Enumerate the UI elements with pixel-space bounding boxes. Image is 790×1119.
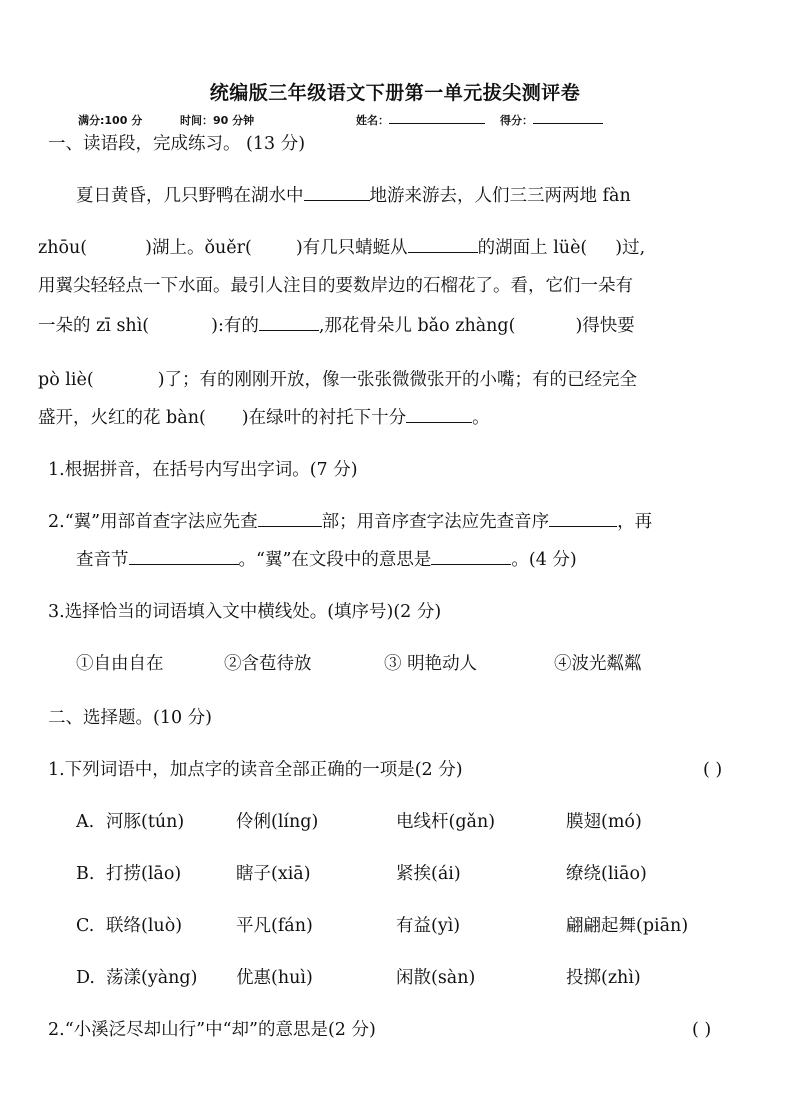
passage-text: 盛开，火红的花 bàn( — [38, 408, 206, 428]
option-1: ①自由自在 — [76, 654, 164, 674]
choice-b-item-4: 缭绕(liāo) — [566, 864, 647, 884]
passage-text: )在绿叶的衬托下十分 — [241, 408, 407, 428]
passage-text: 的湖面上 lüè( — [477, 238, 588, 258]
question-text: 2.“翼”用部首查字法应先查 — [48, 512, 258, 532]
blank-syllable[interactable] — [129, 548, 239, 565]
question-1-2-cont — [76, 548, 577, 572]
option-2: ②含苞待放 — [224, 654, 312, 674]
question-1-3: 3.选择恰当的词语填入文中横线处。(填序号)(2 分) — [48, 602, 442, 622]
passage-text: 夏日黄昏，几只野鸭在湖水中 — [76, 186, 304, 206]
choice-label-b[interactable]: B. — [76, 864, 95, 884]
choice-label-d[interactable]: D. — [76, 968, 95, 988]
question-2-1: 1.下列词语中，加点字的读音全部正确的一项是(2 分) — [48, 760, 463, 780]
blank-2[interactable] — [408, 236, 478, 253]
passage-line-5 — [38, 368, 637, 392]
answer-paren-2[interactable]: ( ) — [692, 1020, 712, 1040]
passage-text: ):有的 — [211, 316, 259, 336]
name-blank[interactable] — [389, 113, 485, 124]
choice-c-item-3: 有益(yì) — [396, 916, 461, 936]
choice-d-item-3: 闲散(sàn) — [396, 968, 476, 988]
choice-a-item-3: 电线杆(gǎn) — [396, 812, 496, 832]
passage-line-1 — [76, 184, 631, 208]
passage-text: 一朵的 zī shì( — [38, 316, 150, 336]
question-text: ，再 — [617, 512, 653, 532]
section1-heading: 一、读语段，完成练习。 (13 分) — [48, 134, 306, 154]
question-1-1: 1.根据拼音，在括号内写出字词。(7 分) — [48, 460, 358, 480]
passage-line-2 — [38, 236, 645, 260]
blank-4[interactable] — [406, 406, 472, 423]
passage-line-3: 用翼尖轻轻点一下水面。最引人注目的要数岸边的石榴花了。看，它们一朵有 — [38, 276, 633, 296]
choice-label-a[interactable]: A. — [76, 812, 95, 832]
choice-c-item-1: 联络(luò) — [106, 916, 183, 936]
passage-text: )了；有的刚刚开放，像一张张微微张开的小嘴；有的已经完全 — [157, 370, 638, 390]
answer-paren-1[interactable]: ( ) — [703, 760, 723, 780]
time-limit: 时间：90 分钟 — [180, 114, 255, 127]
choice-d-item-2: 优惠(huì) — [236, 968, 313, 988]
passage-text: 地游来游去，人们三三两两地 fàn — [369, 186, 631, 206]
question-text: 部；用音序查字法应先查音序 — [321, 512, 550, 532]
choice-b-item-1: 打捞(lāo) — [106, 864, 182, 884]
choice-c-item-4: 翩翩起舞(piān) — [566, 916, 689, 936]
choice-a-item-4: 膜翅(mó) — [566, 812, 642, 832]
passage-text: )过, — [615, 238, 646, 258]
passage-text: 。 — [472, 408, 490, 428]
question-1-2 — [48, 510, 652, 534]
choice-d-item-4: 投掷(zhì) — [566, 968, 641, 988]
passage-text: )得快要 — [575, 316, 635, 336]
score-blank[interactable] — [533, 113, 603, 124]
question-text: 。(4 分) — [511, 550, 577, 570]
name-field — [356, 112, 485, 128]
blank-1[interactable] — [304, 184, 370, 201]
blank-radical[interactable] — [258, 510, 322, 527]
section2-heading: 二、选择题。(10 分) — [48, 708, 212, 728]
choice-d-item-1: 荡漾(yàng) — [106, 968, 198, 988]
score-label: 得分： — [500, 114, 533, 127]
passage-line-4 — [38, 314, 635, 338]
score-field — [500, 112, 603, 128]
page-title: 统编版三年级语文下册第一单元拔尖测评卷 — [209, 82, 581, 104]
passage-text: pò liè( — [38, 370, 94, 390]
blank-meaning[interactable] — [431, 548, 511, 565]
choice-c-item-2: 平凡(fán) — [236, 916, 313, 936]
passage-text: ,那花骨朵儿 bǎo zhàng( — [318, 316, 516, 336]
passage-text: )湖上。ǒuěr( — [145, 238, 252, 258]
option-4: ④波光粼粼 — [554, 654, 642, 674]
question-2-2: 2.“小溪泛尽却山行”中“却”的意思是(2 分) — [48, 1020, 376, 1040]
choice-b-item-3: 紧挨(ái) — [396, 864, 461, 884]
choice-label-c[interactable]: C. — [76, 916, 95, 936]
passage-text: )有几只蜻蜓从 — [295, 238, 408, 258]
choice-b-item-2: 瞎子(xiā) — [236, 864, 311, 884]
full-score: 满分:100 分 — [78, 114, 143, 127]
question-text: 。“翼”在文段中的意思是 — [238, 550, 432, 570]
blank-initial[interactable] — [549, 510, 617, 527]
passage-text: zhōu( — [38, 238, 88, 258]
choice-a-item-1: 河豚(tún) — [106, 812, 185, 832]
question-text: 查音节 — [76, 550, 129, 570]
blank-3[interactable] — [259, 314, 319, 331]
name-label: 姓名： — [356, 114, 389, 127]
passage-line-6 — [38, 406, 490, 430]
option-3: ③ 明艳动人 — [384, 654, 478, 674]
choice-a-item-2: 伶俐(líng) — [236, 812, 319, 832]
